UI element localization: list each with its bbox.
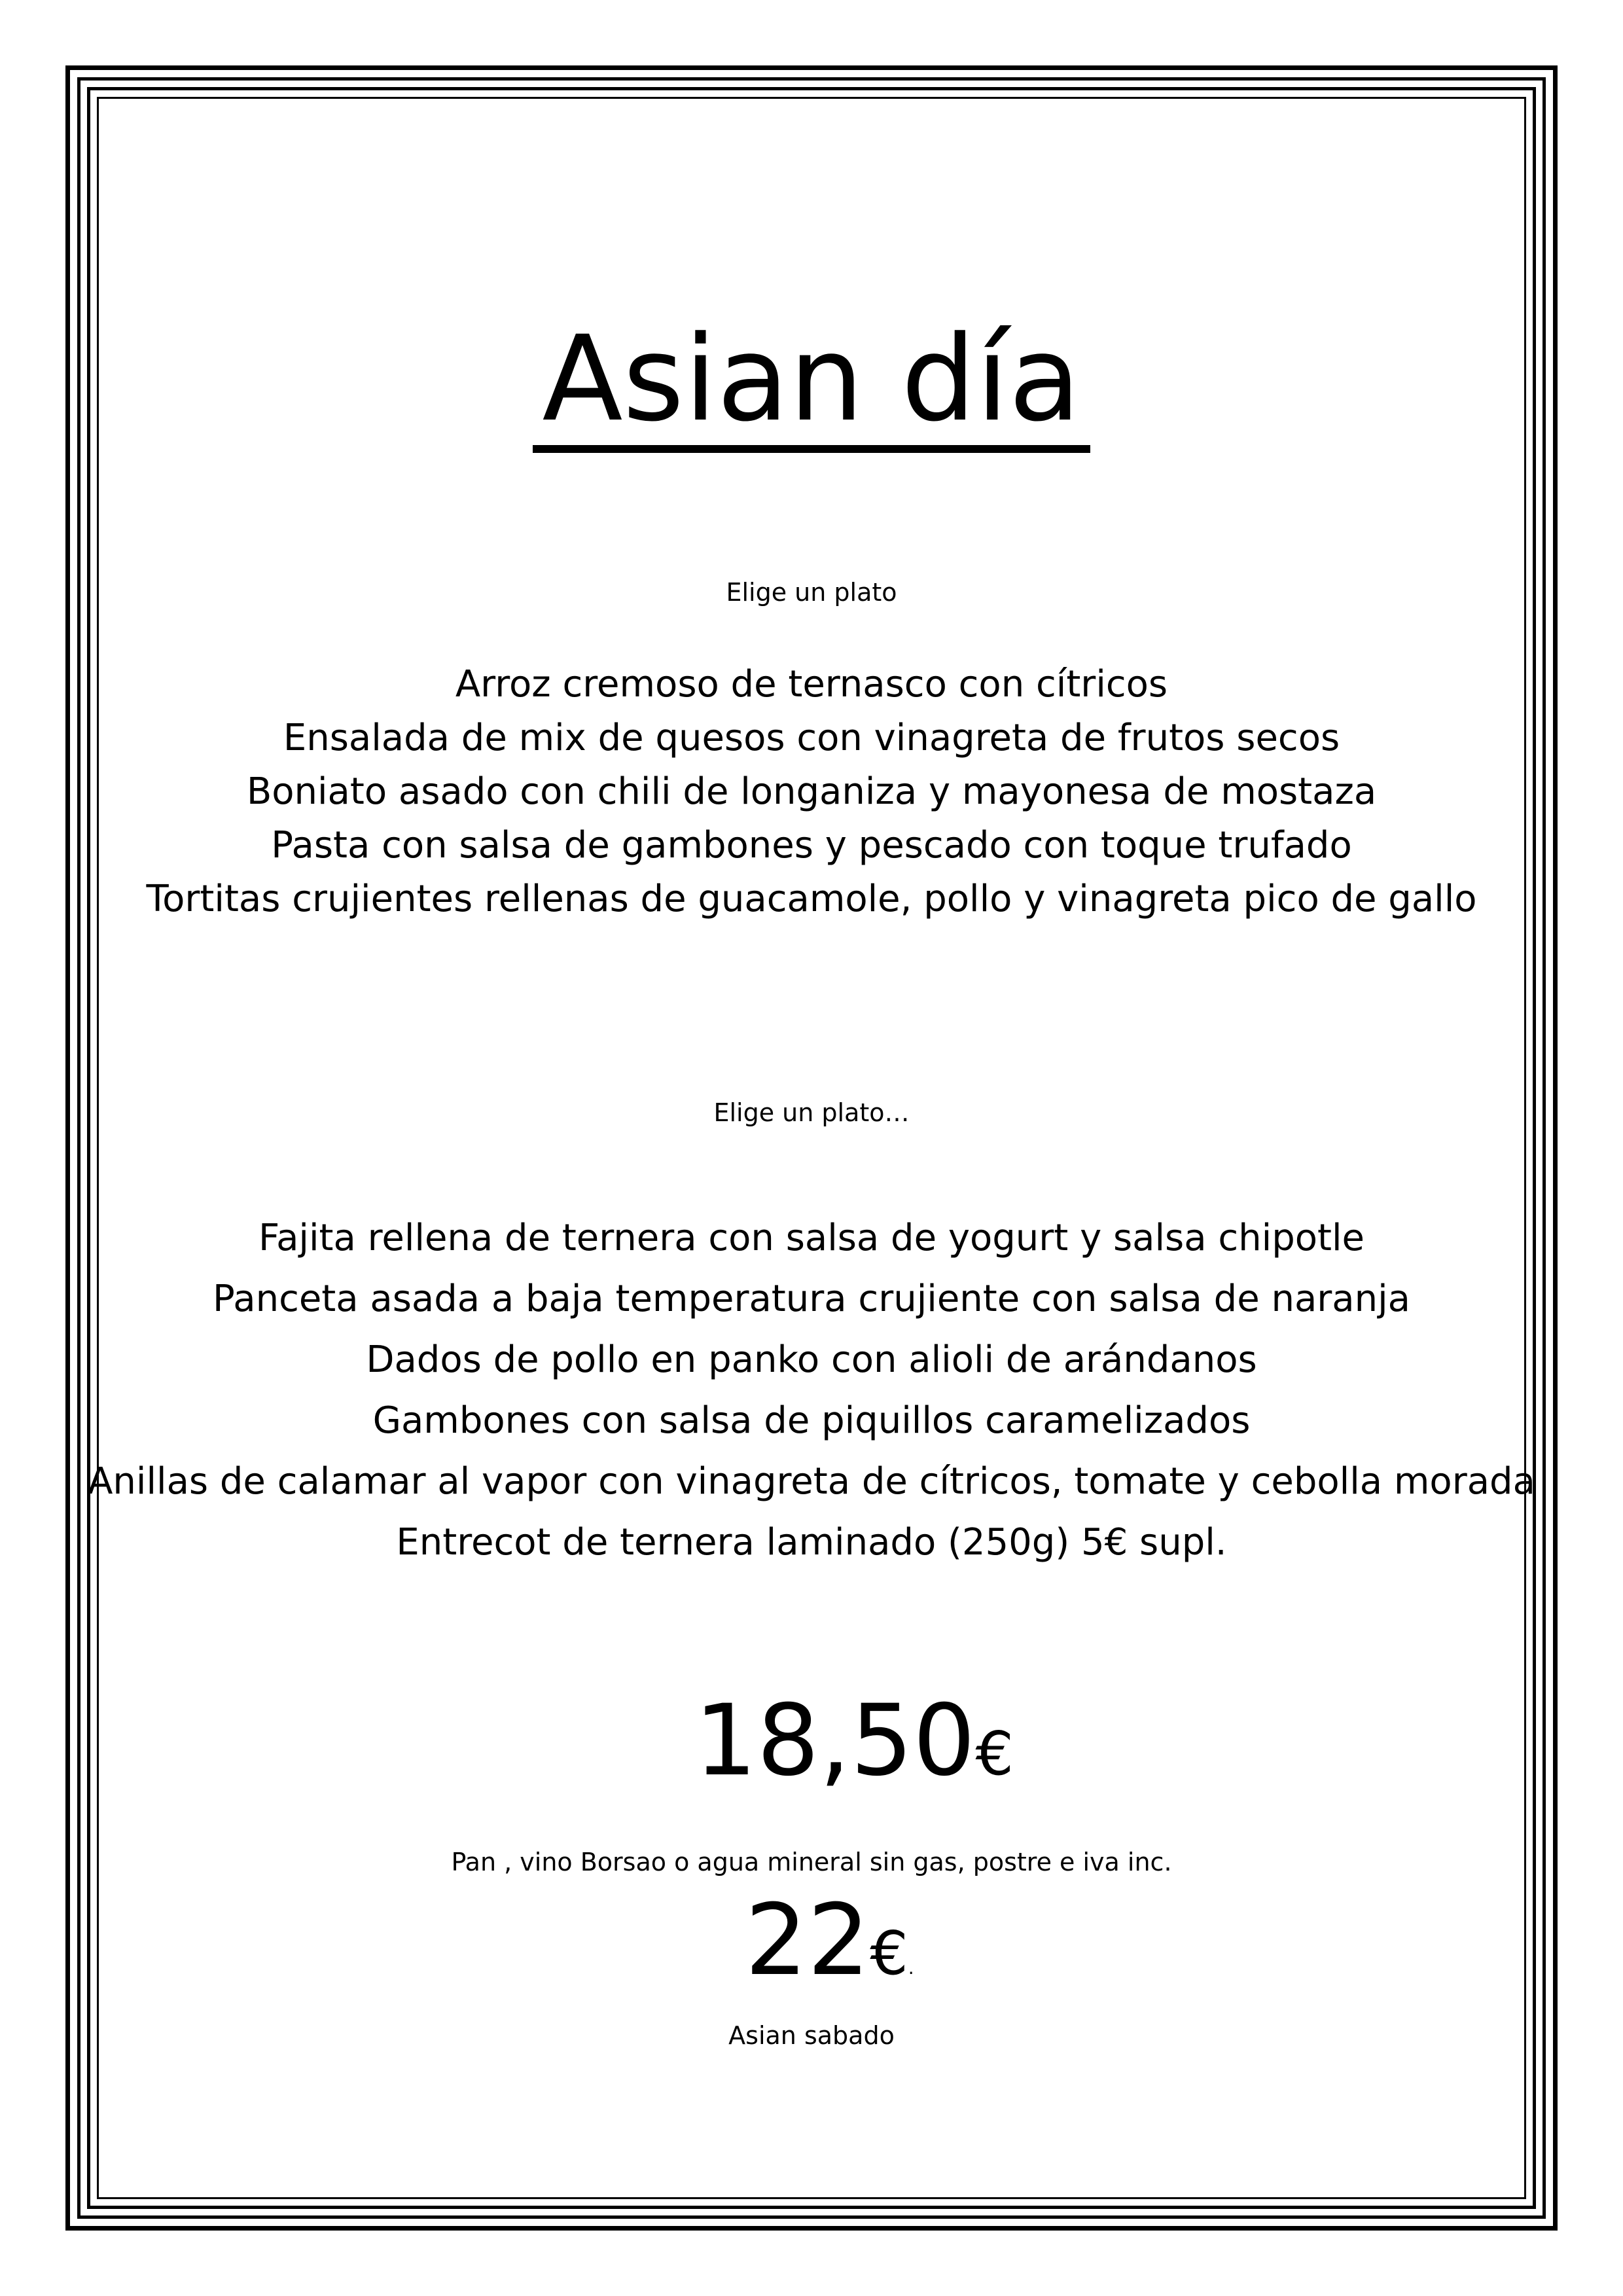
section2-hint: Elige un plato… <box>713 1098 910 1127</box>
price-currency: € <box>975 1719 1014 1789</box>
dish-item: Pasta con salsa de gambones y pescado con toque trufado <box>271 824 1352 867</box>
price-saturday <box>0 1885 1623 2024</box>
dish-item: Anillas de calamar al vapor con vinagreta de cítricos, tomate y cebolla morada <box>88 1460 1535 1503</box>
includes-note: Pan , vino Borsao o agua mineral sin gas, postre e iva inc. <box>451 1848 1172 1876</box>
menu-title <box>0 308 1623 453</box>
price-amount: 18,50 <box>694 1684 976 1798</box>
dish-item: Arroz cremoso de ternasco con cítricos <box>455 663 1168 706</box>
dish-item: Fajita rellena de ternera con salsa de yogurt y salsa chipotle <box>259 1217 1364 1259</box>
dish-item: Panceta asada a baja temperatura crujiente con salsa de naranja <box>213 1278 1410 1320</box>
section1-dish-list <box>0 658 1623 926</box>
section2-dish-list <box>0 1208 1623 1573</box>
dish-item: Tortitas crujientes rellenas de guacamole, pollo y vinagreta pico de gallo <box>146 878 1477 920</box>
menu-title-text: Asian día <box>533 314 1090 453</box>
price-menu <box>0 1685 1623 1810</box>
section1-hint: Elige un plato <box>726 578 897 607</box>
dish-item: Dados de pollo en panko con alioli de arándanos <box>366 1338 1257 1381</box>
dish-item: Ensalada de mix de quesos con vinagreta de frutos secos <box>283 717 1340 759</box>
dish-item: Boniato asado con chili de longaniza y mayonesa de mostaza <box>246 770 1377 813</box>
dish-item: Gambones con salsa de piquillos caramelizados <box>372 1399 1251 1442</box>
price-suffix: . <box>908 1957 914 1979</box>
saturday-label: Asian sabado <box>728 2021 895 2050</box>
price-amount: 22 <box>745 1884 870 1998</box>
price-currency: € <box>870 1918 908 1988</box>
dish-item: Entrecot de ternera laminado (250g) 5€ supl. <box>396 1521 1227 1564</box>
